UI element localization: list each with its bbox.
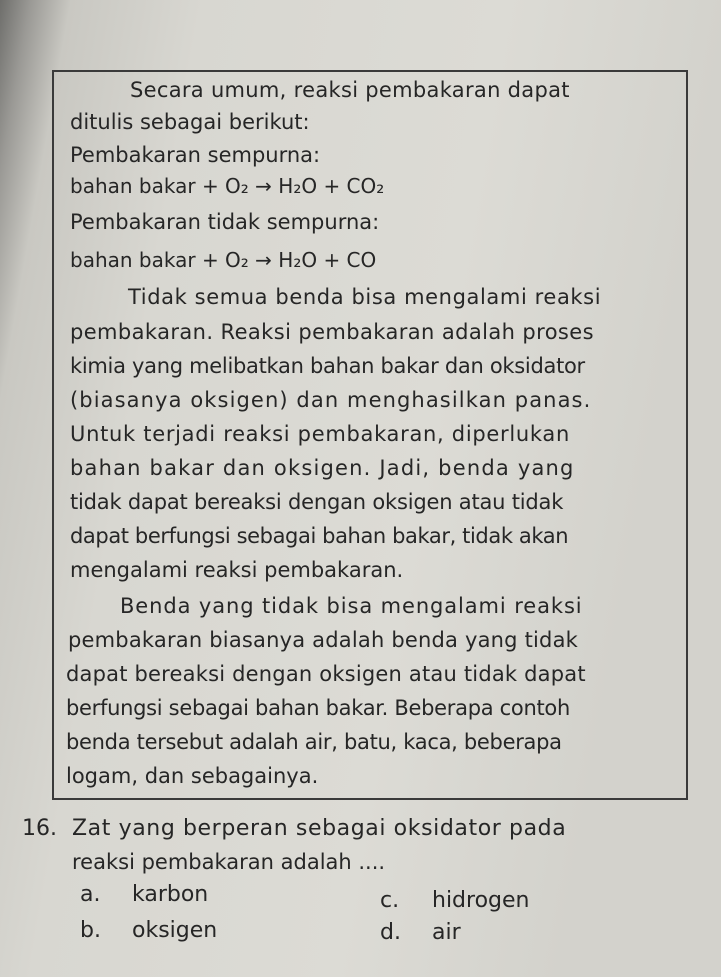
incomplete-combustion-heading: Pembakaran tidak sempurna: [70,210,380,234]
equation-rhs: + O₂ → H₂O + CO [201,248,377,272]
paragraph-2-line: berfungsi sebagai bahan bakar. Beberapa contoh [66,696,570,720]
paragraph-1-line: dapat berfungsi sebagai bahan bakar, tidak akan [70,524,569,548]
paragraph-1-line: mengalami reaksi pembakaran. [70,558,404,582]
question-text-line-1: Zat yang berperan sebagai oksidator pada [72,816,567,841]
paragraph-2-line: logam, dan sebagainya. [66,764,319,788]
option-text: hidrogen [432,888,530,913]
incomplete-combustion-equation [70,250,376,270]
intro-line-2: ditulis sebagai berikut: [70,110,310,134]
paragraph-2-line: pembakaran biasanya adalah benda yang tidak [68,628,579,652]
question-text-line-2: reaksi pembakaran adalah .... [72,850,386,874]
option-letter: a. [80,882,101,907]
option-a[interactable] [80,882,208,907]
paragraph-1-line: bahan bakar dan oksigen. Jadi, benda yang [70,456,575,480]
option-letter: b. [80,918,101,943]
equation-fuel: bahan bakar [70,174,196,198]
option-b[interactable] [80,918,217,943]
option-letter: d. [380,920,401,945]
paragraph-2-line: dapat bereaksi dengan oksigen atau tidak dapat [66,662,586,686]
paragraph-1-line: Tidak semua benda bisa mengalami reaksi [128,285,602,309]
intro-line-1: Secara umum, reaksi pembakaran dapat [130,78,570,102]
equation-rhs: + O₂ → H₂O + CO₂ [201,174,385,198]
paragraph-2-line: benda tersebut adalah air, batu, kaca, beberapa [66,730,562,754]
option-c[interactable] [380,888,530,913]
paragraph-1-line: tidak dapat bereaksi dengan oksigen atau tidak [70,490,564,514]
option-d[interactable] [380,920,461,945]
paragraph-1-line: pembakaran. Reaksi pembakaran adalah proses [70,320,594,344]
paragraph-1-line: Untuk terjadi reaksi pembakaran, diperlukan [70,422,570,446]
paragraph-2-line: Benda yang tidak bisa mengalami reaksi [120,594,583,618]
option-text: air [432,920,461,945]
option-letter: c. [380,888,400,913]
complete-combustion-equation [70,176,384,196]
option-text: oksigen [132,918,218,943]
paragraph-1-line: kimia yang melibatkan bahan bakar dan oksidator [70,354,585,378]
paragraph-1-line: (biasanya oksigen) dan menghasilkan panas. [70,388,592,412]
option-text: karbon [132,882,209,907]
equation-fuel: bahan bakar [70,248,196,272]
question-number: 16. [22,816,57,841]
complete-combustion-heading: Pembakaran sempurna: [70,143,321,167]
